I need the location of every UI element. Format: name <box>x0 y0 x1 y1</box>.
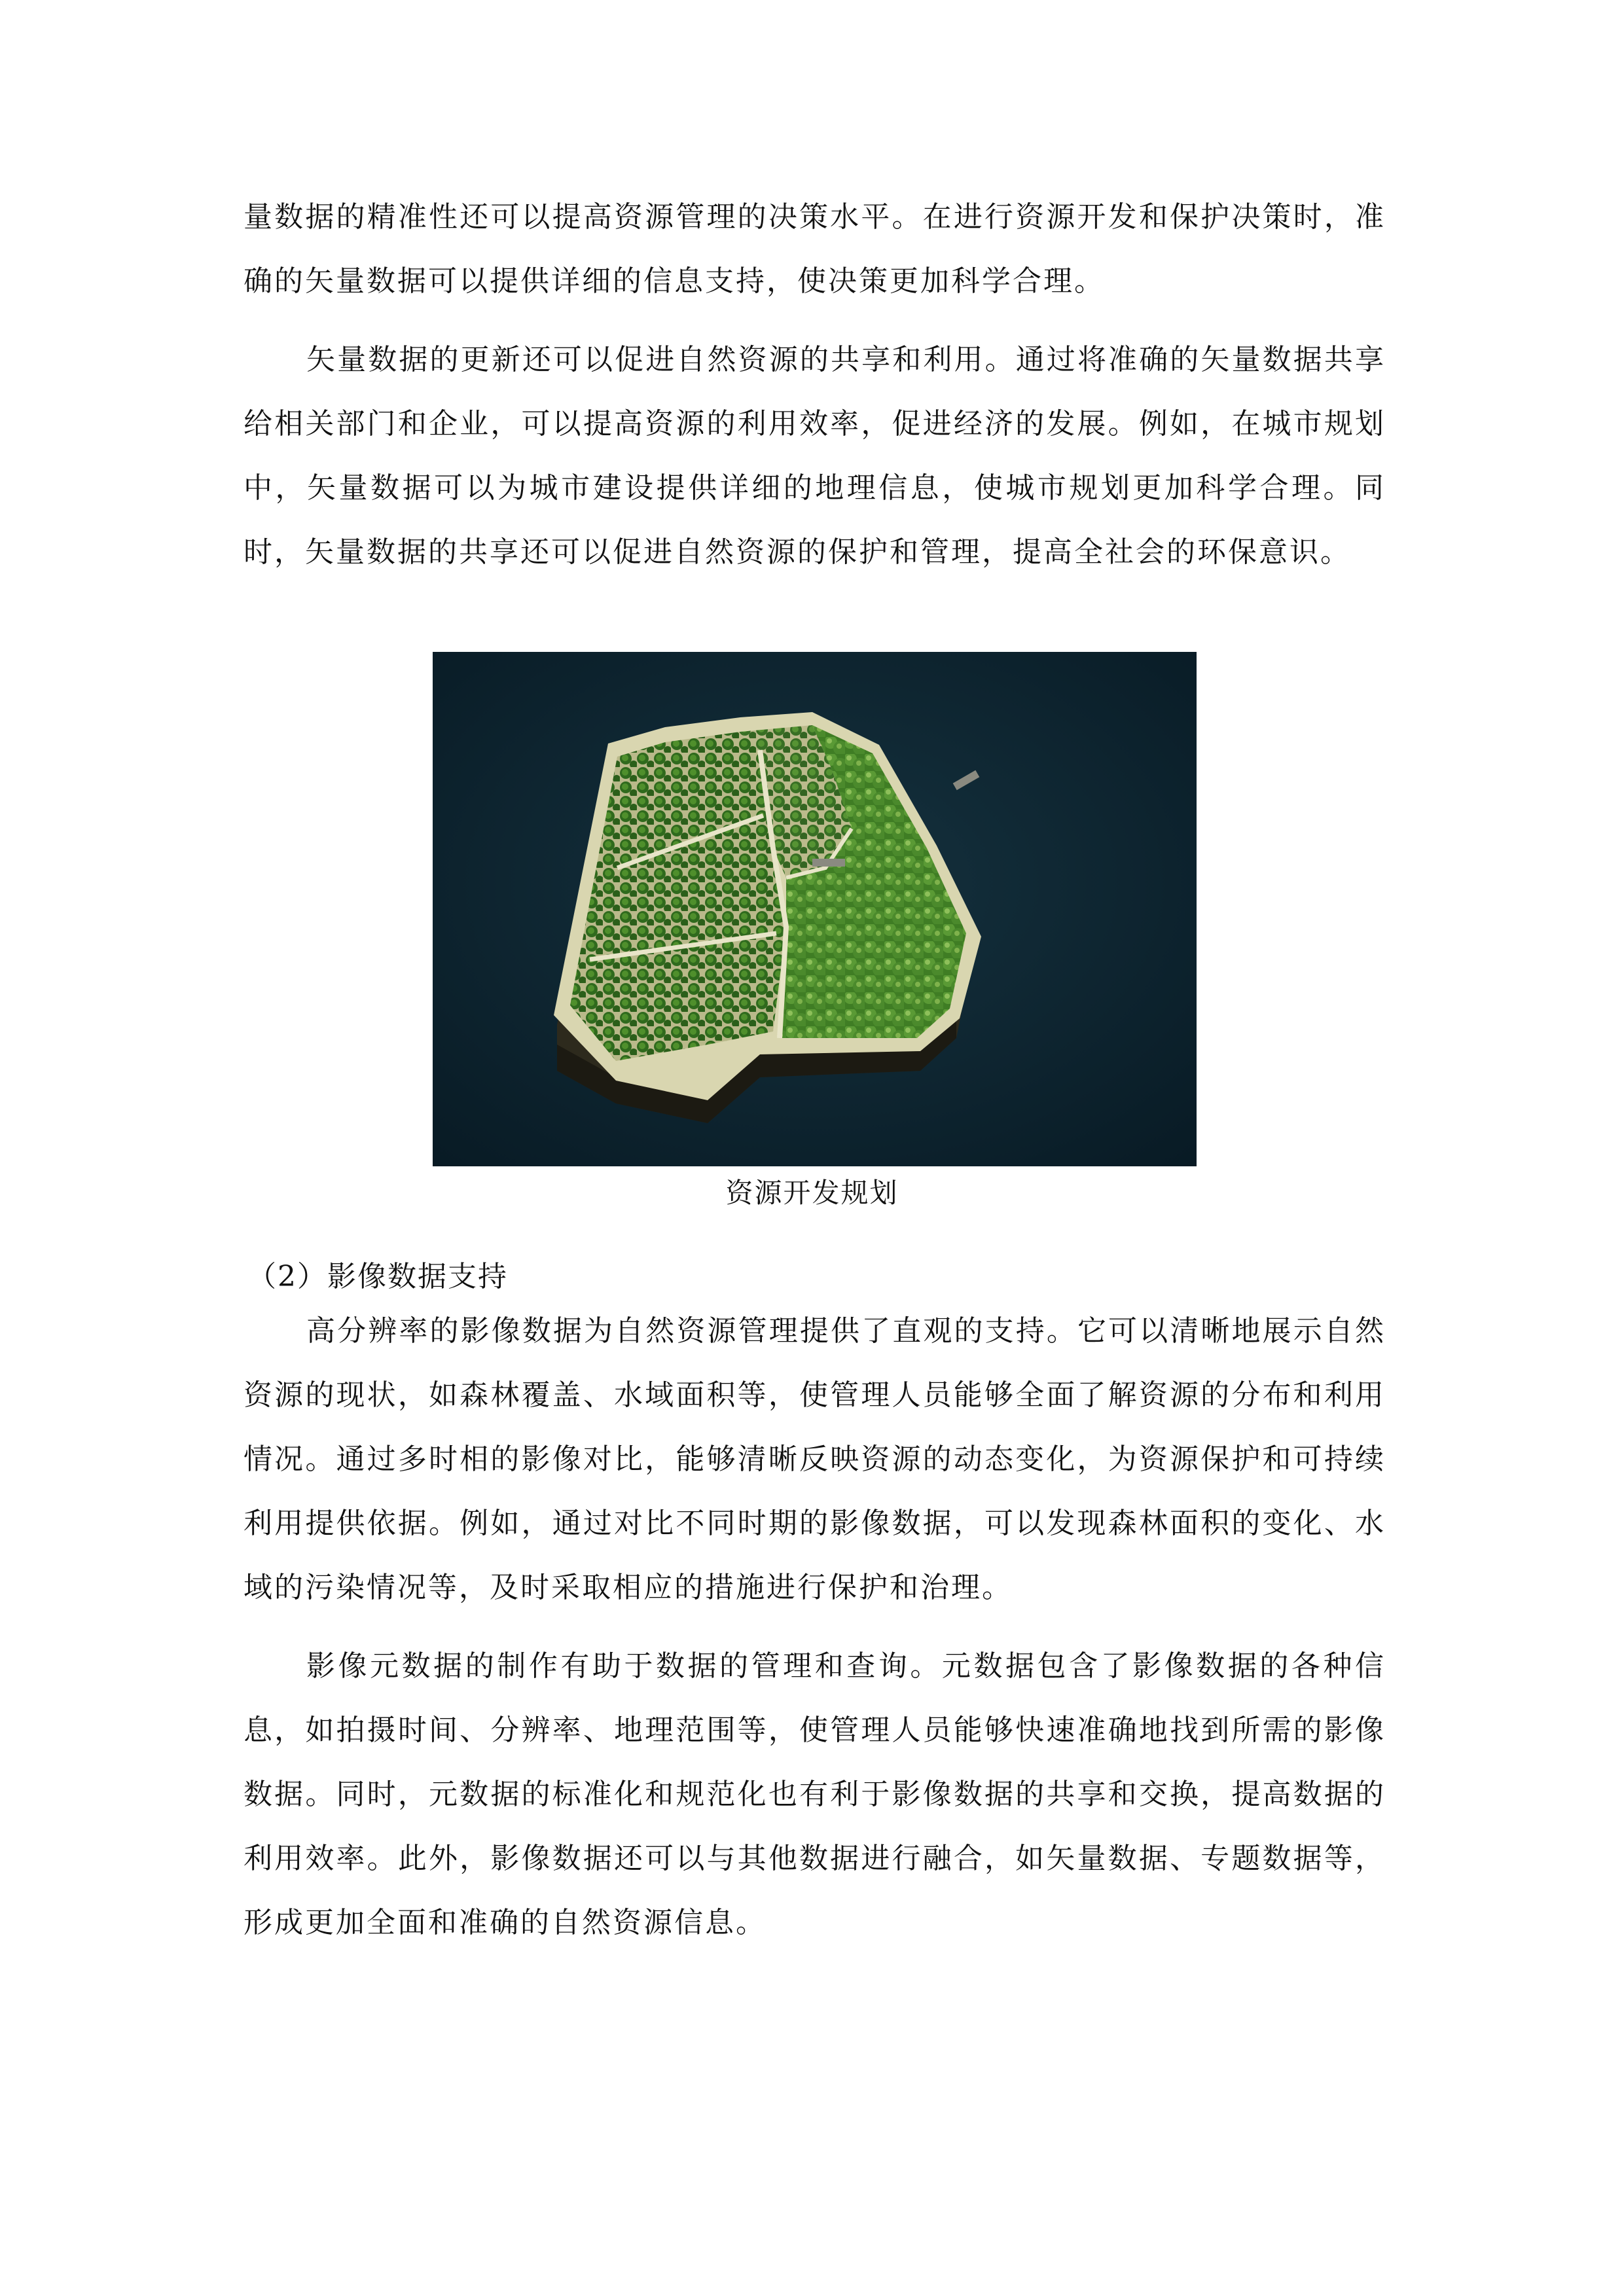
terrain-model-illustration <box>433 652 1197 1166</box>
paragraph: 量数据的精准性还可以提高资源管理的决策水平。在进行资源开发和保护决策时，准确的矢量数据可以提供详细的信息支持，使决策更加科学合理。 <box>244 200 1386 298</box>
paragraph: 影像元数据的制作有助于数据的管理和查询。元数据包含了影像数据的各种信息，如拍摄时间、分辨率、地理范围等，使管理人员能够快速准确地找到所需的影像数据。同时，元数据的标准化和规范化也有利于影像数据的共享和交换，提高数据的利用效率。此外，影像数据还可以与其他数据进行融合，如矢量数据、专题数据等，形成更加全面和准确的自然资源信息。 <box>244 1649 1386 1939</box>
body-text-bottom <box>244 1299 1386 1955</box>
section-heading: （2）影像数据支持 <box>247 1260 508 1293</box>
paragraph: 矢量数据的更新还可以促进自然资源的共享和利用。通过将准确的矢量数据共享给相关部门和企业，可以提高资源的利用效率，促进经济的发展。例如，在城市规划中，矢量数据可以为城市建设提供详细的地理信息，使城市规划更加科学合理。同时，矢量数据的共享还可以促进自然资源的保护和管理，提高全社会的环保意识。 <box>244 343 1386 569</box>
resource-planning-figure <box>433 652 1197 1166</box>
figure-caption: 资源开发规划 <box>725 1177 899 1209</box>
paragraph: 高分辨率的影像数据为自然资源管理提供了直观的支持。它可以清晰地展示自然资源的现状，如森林覆盖、水域面积等，使管理人员能够全面了解资源的分布和利用情况。通过多时相的影像对比，能够清晰反映资源的动态变化，为资源保护和可持续利用提供依据。例如，通过对比不同时期的影像数据，可以发现森林面积的变化、水域的污染情况等，及时采取相应的措施进行保护和治理。 <box>244 1314 1386 1604</box>
body-text-top <box>244 185 1386 584</box>
